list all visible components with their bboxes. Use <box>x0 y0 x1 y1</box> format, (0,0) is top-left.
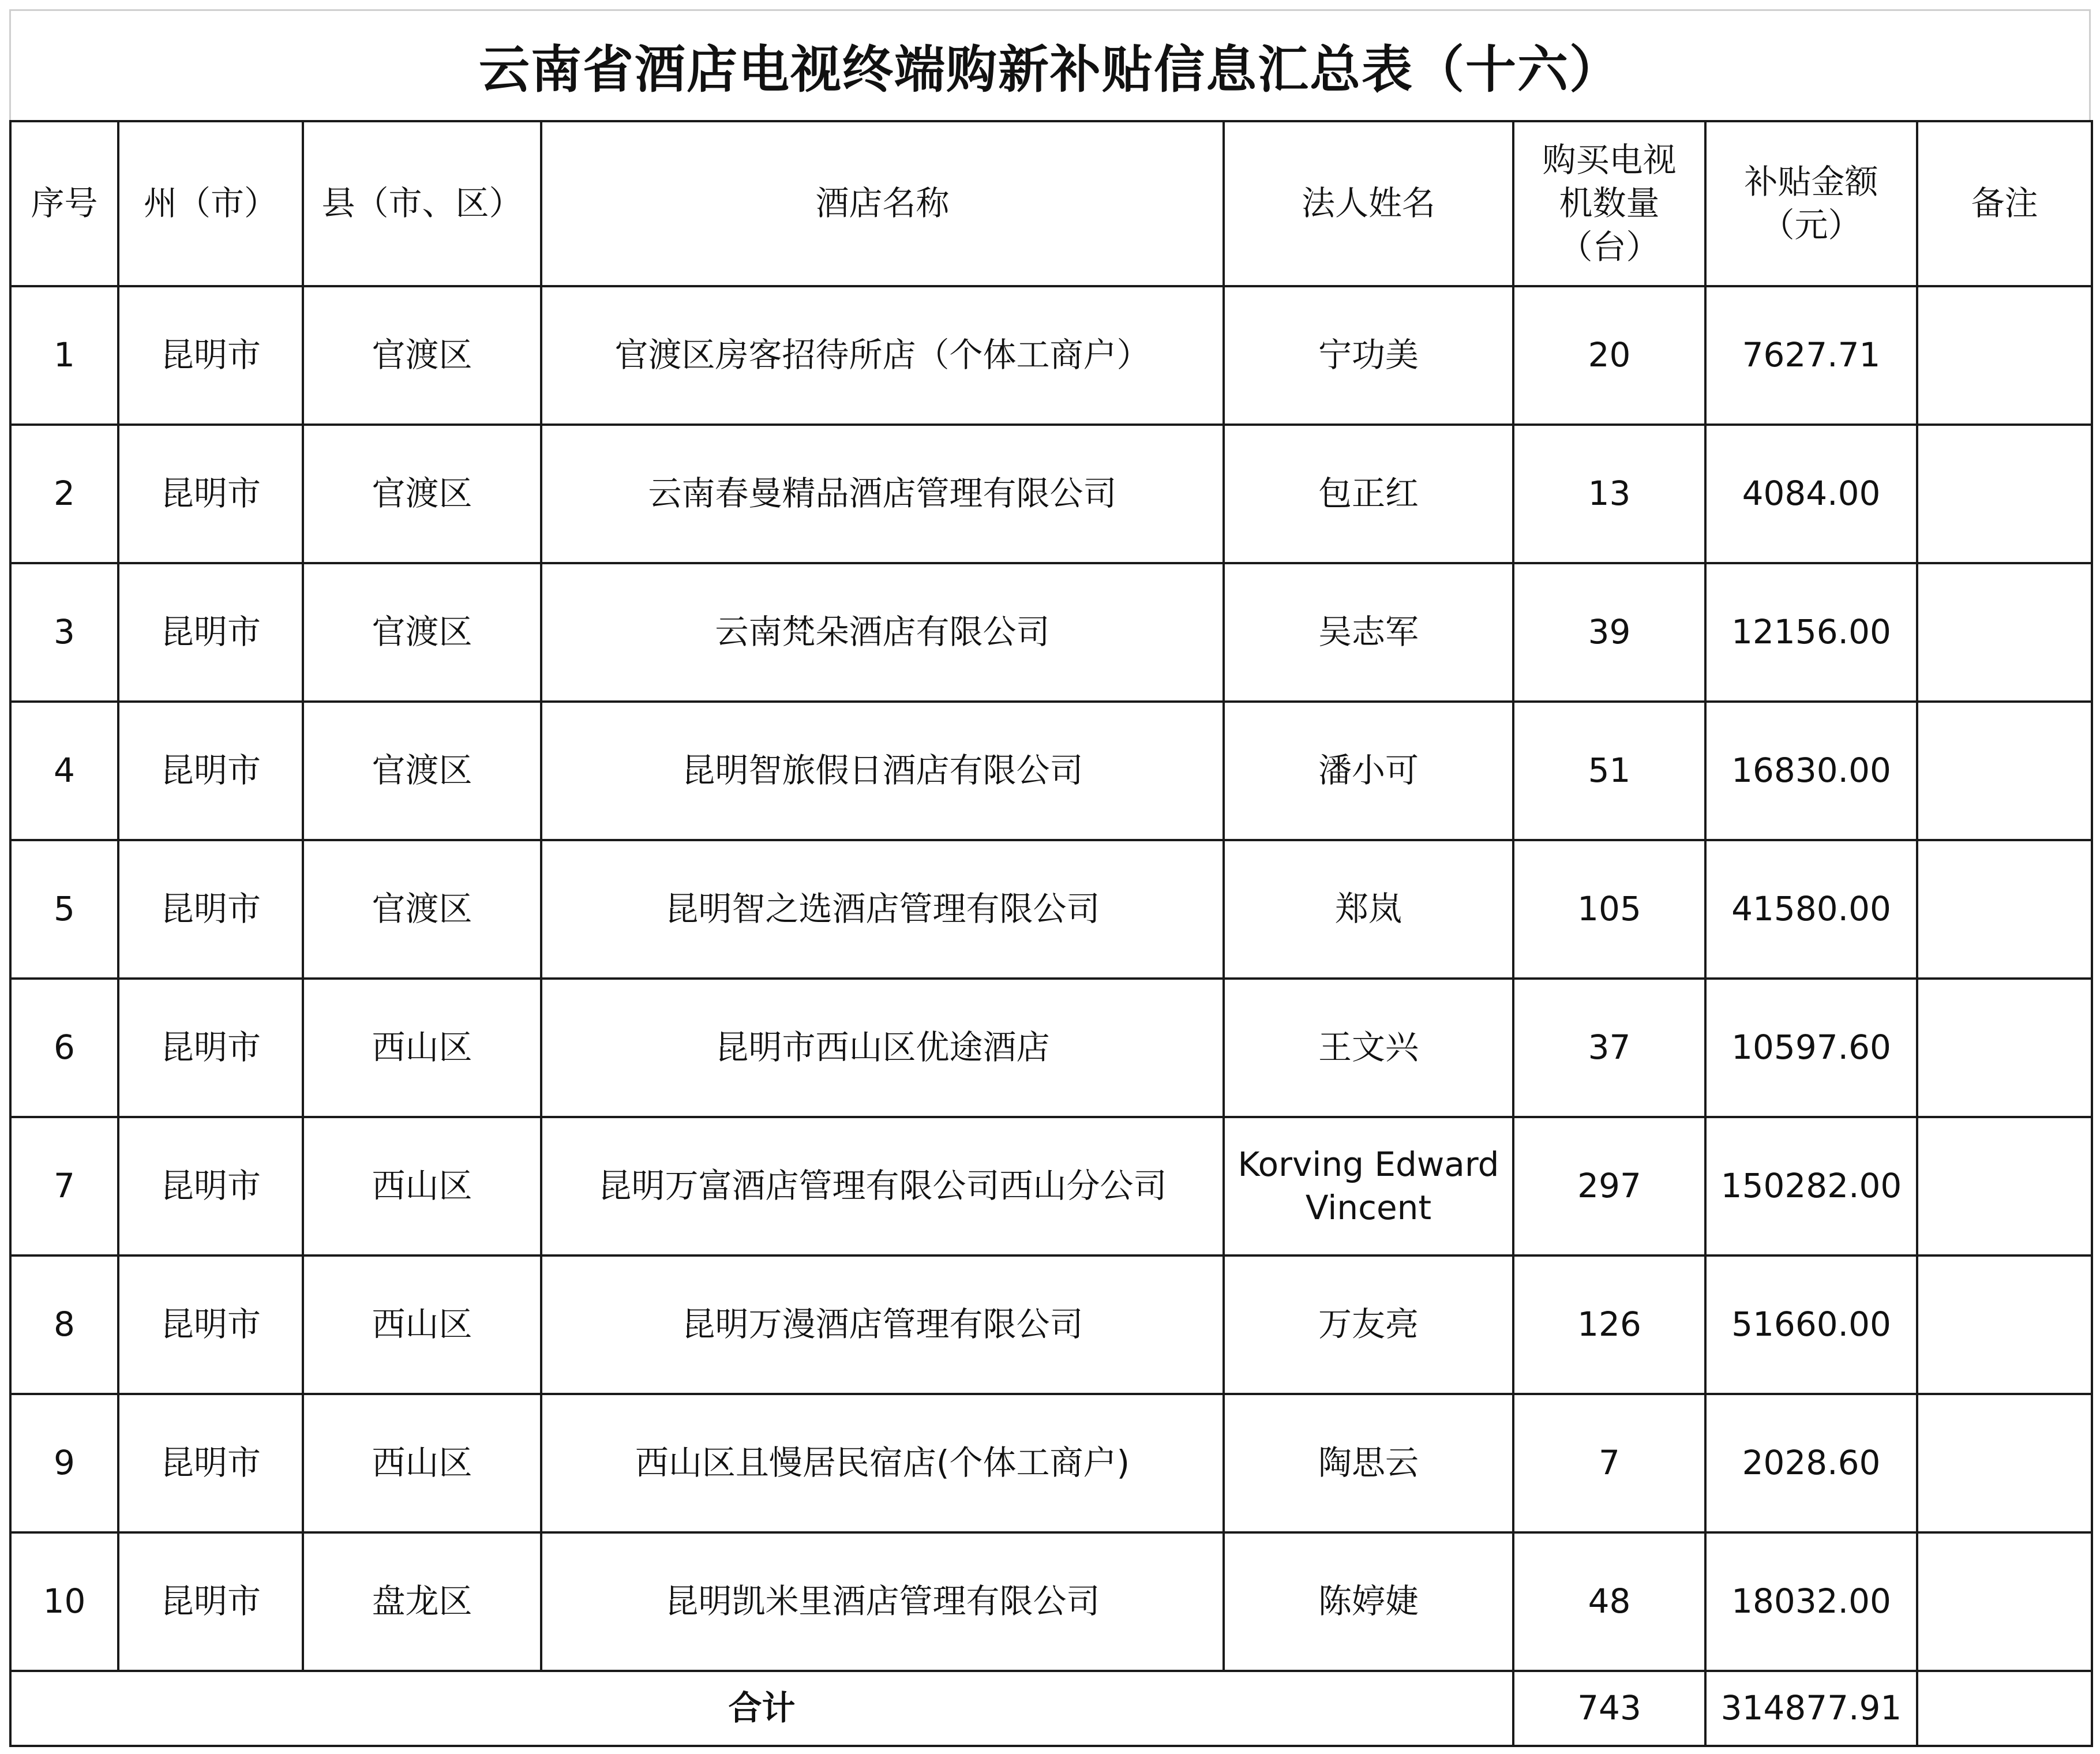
cell-tv-count: 39 <box>1513 563 1705 702</box>
cell-remarks <box>1917 979 2092 1117</box>
cell-tv-count: 48 <box>1513 1532 1705 1671</box>
cell-hotel-name: 昆明智旅假日酒店有限公司 <box>541 702 1224 840</box>
cell-county: 西山区 <box>303 1394 541 1532</box>
cell-legal-person: 陈婷婕 <box>1224 1532 1513 1671</box>
cell-tv-count: 13 <box>1513 425 1705 563</box>
cell-county: 官渡区 <box>303 840 541 979</box>
total-label: 合计 <box>10 1671 1513 1746</box>
cell-hotel-name: 昆明万漫酒店管理有限公司 <box>541 1255 1224 1394</box>
cell-remarks <box>1917 1394 2092 1532</box>
cell-subsidy: 12156.00 <box>1705 563 1917 702</box>
cell-index: 8 <box>10 1255 118 1394</box>
cell-county: 官渡区 <box>303 425 541 563</box>
cell-legal-person: 包正红 <box>1224 425 1513 563</box>
total-tv-count: 743 <box>1513 1671 1705 1746</box>
table-row <box>10 979 2092 1117</box>
subsidy-table <box>9 120 2093 1747</box>
cell-remarks <box>1917 1117 2092 1255</box>
cell-prefecture: 昆明市 <box>118 563 303 702</box>
cell-subsidy: 2028.60 <box>1705 1394 1917 1532</box>
cell-prefecture: 昆明市 <box>118 840 303 979</box>
table-row <box>10 563 2092 702</box>
header-remarks: 备注 <box>1917 121 2092 286</box>
cell-legal-person: 宁功美 <box>1224 286 1513 425</box>
header-tv-count-line: 购买电视 <box>1542 140 1677 179</box>
cell-index: 3 <box>10 563 118 702</box>
total-subsidy: 314877.91 <box>1705 1671 1917 1746</box>
cell-hotel-name: 昆明凯米里酒店管理有限公司 <box>541 1532 1224 1671</box>
cell-county: 官渡区 <box>303 286 541 425</box>
cell-tv-count: 126 <box>1513 1255 1705 1394</box>
cell-prefecture: 昆明市 <box>118 979 303 1117</box>
header-tv-count-line: 机数量 <box>1559 183 1660 223</box>
cell-tv-count: 7 <box>1513 1394 1705 1532</box>
table-row <box>10 1532 2092 1671</box>
table-title: 云南省酒店电视终端购新补贴信息汇总表（十六） <box>9 9 2091 120</box>
cell-hotel-name: 昆明万富酒店管理有限公司西山分公司 <box>541 1117 1224 1255</box>
cell-subsidy: 10597.60 <box>1705 979 1917 1117</box>
cell-index: 1 <box>10 286 118 425</box>
cell-index: 2 <box>10 425 118 563</box>
cell-remarks <box>1917 840 2092 979</box>
header-legal-person: 法人姓名 <box>1224 121 1513 286</box>
cell-county: 官渡区 <box>303 702 541 840</box>
cell-legal-person: 王文兴 <box>1224 979 1513 1117</box>
header-subsidy <box>1705 121 1917 286</box>
cell-subsidy: 18032.00 <box>1705 1532 1917 1671</box>
header-row <box>10 121 2092 286</box>
table-row <box>10 1394 2092 1532</box>
header-subsidy-line: 补贴金额 <box>1744 162 1878 201</box>
cell-county: 官渡区 <box>303 563 541 702</box>
header-tv-count-line: （台） <box>1559 227 1660 267</box>
cell-index: 5 <box>10 840 118 979</box>
cell-tv-count: 105 <box>1513 840 1705 979</box>
cell-legal-person: 潘小可 <box>1224 702 1513 840</box>
cell-legal-person: 万友亮 <box>1224 1255 1513 1394</box>
cell-subsidy: 41580.00 <box>1705 840 1917 979</box>
header-county: 县（市、区） <box>303 121 541 286</box>
cell-hotel-name: 西山区且慢居民宿店(个体工商户) <box>541 1394 1224 1532</box>
cell-tv-count: 297 <box>1513 1117 1705 1255</box>
cell-remarks <box>1917 286 2092 425</box>
cell-remarks <box>1917 1255 2092 1394</box>
cell-remarks <box>1917 702 2092 840</box>
cell-index: 6 <box>10 979 118 1117</box>
cell-remarks <box>1917 1532 2092 1671</box>
cell-county: 西山区 <box>303 1255 541 1394</box>
cell-county: 西山区 <box>303 1117 541 1255</box>
total-row <box>10 1671 2092 1746</box>
header-index: 序号 <box>10 121 118 286</box>
cell-tv-count: 51 <box>1513 702 1705 840</box>
table-row <box>10 702 2092 840</box>
table-row <box>10 840 2092 979</box>
cell-remarks <box>1917 563 2092 702</box>
cell-index: 9 <box>10 1394 118 1532</box>
cell-hotel-name: 昆明智之选酒店管理有限公司 <box>541 840 1224 979</box>
table-row <box>10 1117 2092 1255</box>
header-hotel-name: 酒店名称 <box>541 121 1224 286</box>
cell-prefecture: 昆明市 <box>118 286 303 425</box>
cell-index: 7 <box>10 1117 118 1255</box>
cell-legal-person: 陶思云 <box>1224 1394 1513 1532</box>
cell-tv-count: 20 <box>1513 286 1705 425</box>
cell-subsidy: 7627.71 <box>1705 286 1917 425</box>
header-prefecture: 州（市） <box>118 121 303 286</box>
cell-legal-person: 郑岚 <box>1224 840 1513 979</box>
cell-prefecture: 昆明市 <box>118 1117 303 1255</box>
cell-hotel-name: 云南春曼精品酒店管理有限公司 <box>541 425 1224 563</box>
table-row <box>10 286 2092 425</box>
cell-index: 10 <box>10 1532 118 1671</box>
cell-prefecture: 昆明市 <box>118 425 303 563</box>
cell-county: 盘龙区 <box>303 1532 541 1671</box>
header-subsidy-line: （元） <box>1761 205 1862 245</box>
cell-tv-count: 37 <box>1513 979 1705 1117</box>
cell-legal-person: Korving Edward Vincent <box>1224 1117 1513 1255</box>
table-row <box>10 425 2092 563</box>
summary-sheet <box>9 9 2091 1745</box>
cell-subsidy: 150282.00 <box>1705 1117 1917 1255</box>
table-row <box>10 1255 2092 1394</box>
cell-hotel-name: 昆明市西山区优途酒店 <box>541 979 1224 1117</box>
cell-hotel-name: 云南梵朵酒店有限公司 <box>541 563 1224 702</box>
cell-legal-person: 吴志军 <box>1224 563 1513 702</box>
cell-subsidy: 16830.00 <box>1705 702 1917 840</box>
cell-prefecture: 昆明市 <box>118 1255 303 1394</box>
cell-remarks <box>1917 425 2092 563</box>
cell-county: 西山区 <box>303 979 541 1117</box>
total-remarks <box>1917 1671 2092 1746</box>
cell-hotel-name: 官渡区房客招待所店（个体工商户） <box>541 286 1224 425</box>
header-tv-count <box>1513 121 1705 286</box>
cell-subsidy: 4084.00 <box>1705 425 1917 563</box>
cell-index: 4 <box>10 702 118 840</box>
cell-prefecture: 昆明市 <box>118 1532 303 1671</box>
cell-prefecture: 昆明市 <box>118 1394 303 1532</box>
cell-subsidy: 51660.00 <box>1705 1255 1917 1394</box>
cell-prefecture: 昆明市 <box>118 702 303 840</box>
